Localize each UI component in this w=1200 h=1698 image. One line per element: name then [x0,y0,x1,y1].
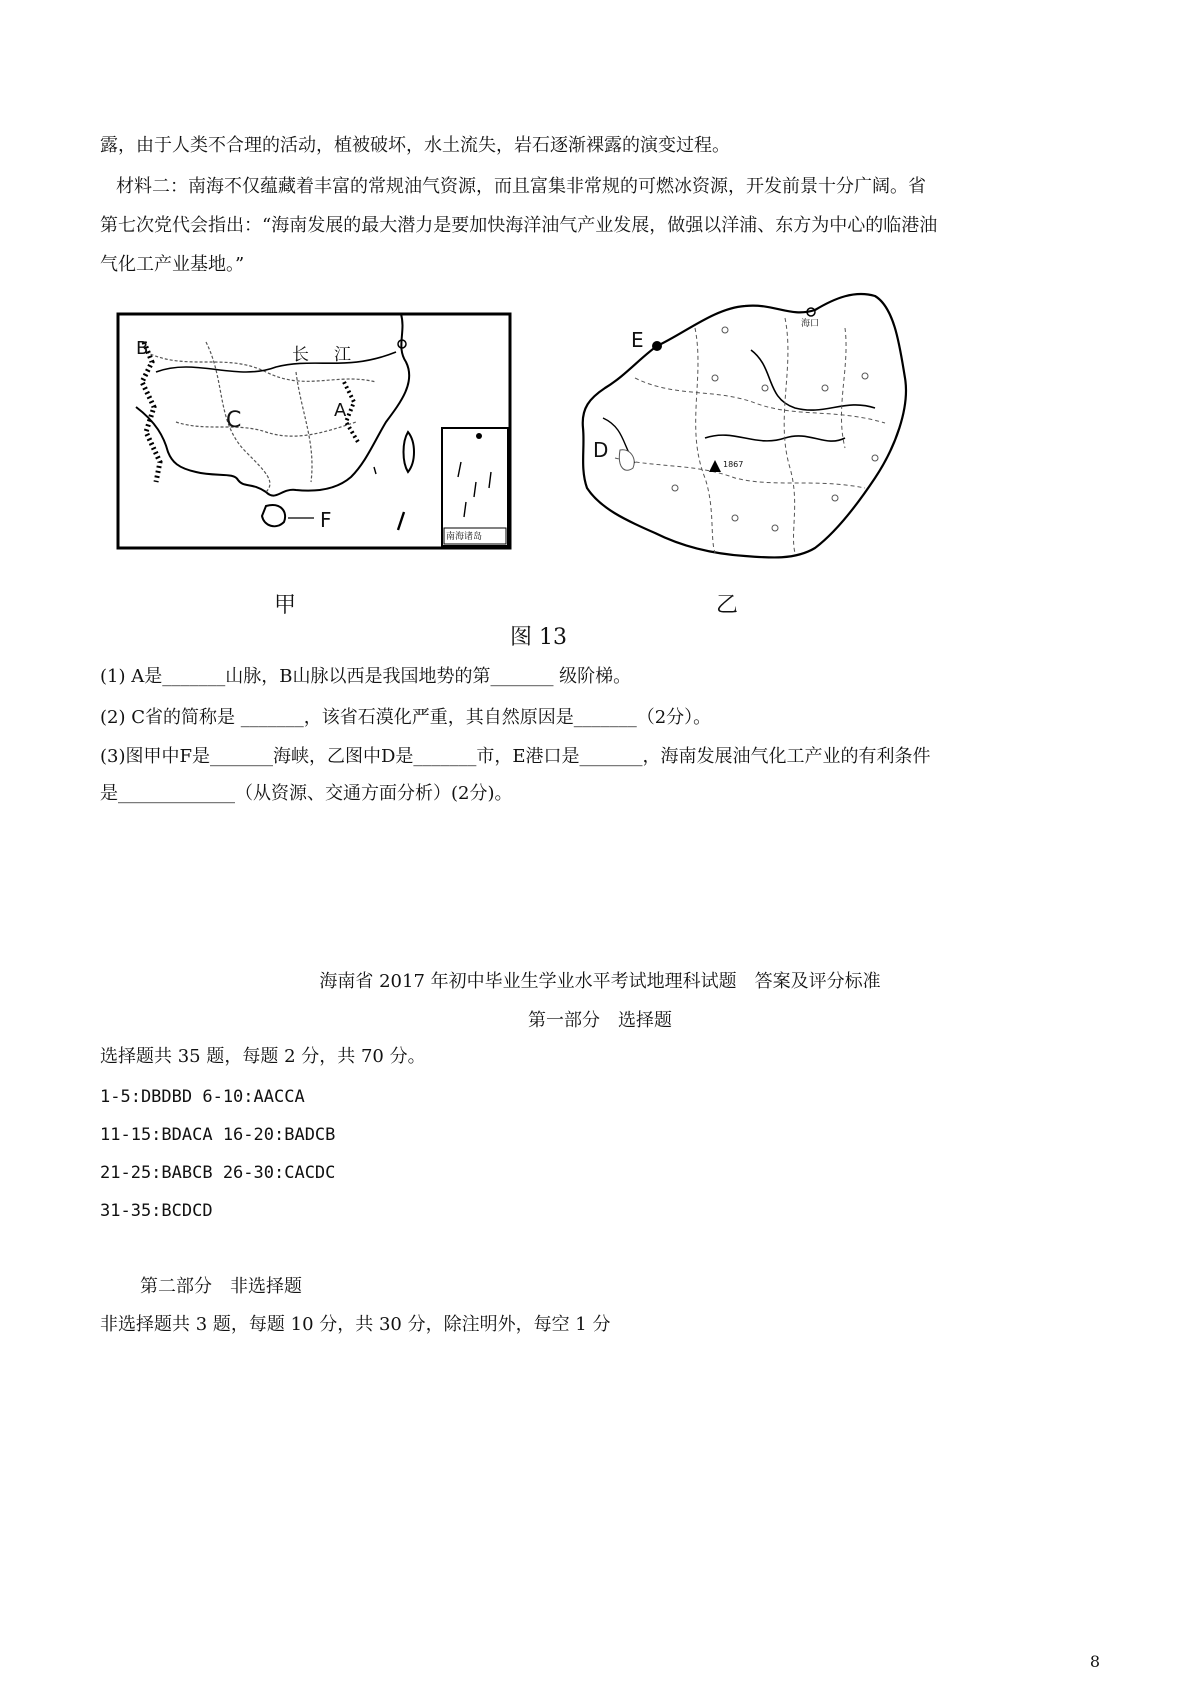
map-jia-mark-a: A [334,400,347,421]
passage-line-4: 气化工产业基地。” [100,254,245,275]
answer-row: 31-35:BCDCD [100,1201,213,1221]
answers-title: 海南省 2017 年初中毕业生学业水平考试地理科试题 答案及评分标准 [319,971,881,992]
map-yi [575,288,915,578]
question-3-line-1: (3)图甲中F是_______海峡，乙图中D是_______市，E港口是_______，海南发展油气化工产业的有利条件 [100,746,931,767]
map-yi-label: 乙 [716,593,739,618]
part2-description: 非选择题共 3 题，每题 10 分，共 30 分，除注明外，每空 1 分 [100,1314,611,1335]
part2-title: 第二部分 非选择题 [140,1276,302,1297]
figure-caption: 图 13 [510,625,567,650]
page-number: 8 [1089,1652,1100,1671]
answer-row: 1-5:DBDBD 6-10:AACCA [100,1087,305,1107]
passage-line-3: 第七次党代会指出：“海南发展的最大潜力是要加快海洋油气产业发展，做强以洋浦、东方为中心的临港油 [100,215,938,236]
answer-row: 11-15:BDACA 16-20:BADCB [100,1125,336,1145]
map-yi-mark-e: E [631,328,644,352]
map-jia-mark-chang: 长 [292,345,309,365]
question-1: (1) A是_______山脉，B山脉以西是我国地势的第_______ 级阶梯。 [100,666,632,687]
part1-title: 第一部分 选择题 [528,1010,672,1031]
map-jia-mark-f: F [320,508,332,532]
answer-row: 21-25:BABCB 26-30:CACDC [100,1163,336,1183]
map-jia-mark-jiang: 江 [334,345,351,365]
map-yi-mark-haikou: 海口 [801,319,820,329]
map-jia-inset-label: 南海诸岛 [446,532,483,542]
map-jia-label: 甲 [274,593,297,618]
question-2: (2) C省的简称是 _______，该省石漠化严重，其自然原因是_______（2分）。 [100,707,712,728]
map-jia-drawing [116,312,512,550]
map-yi-mark-d: D [593,438,609,462]
passage-line-1: 露，由于人类不合理的活动，植被破坏，水土流失，岩石逐渐裸露的演变过程。 [100,135,730,156]
question-3-line-2: 是_____________（从资源、交通方面分析）(2分)。 [100,783,513,804]
map-jia-mark-c: C [226,408,242,433]
map-yi-drawing [575,288,915,578]
passage-line-2: 材料二：南海不仅蕴藏着丰富的常规油气资源，而且富集非常规的可燃冰资源，开发前景十分广阔。省 [116,176,926,197]
part1-description: 选择题共 35 题，每题 2 分，共 70 分。 [100,1046,426,1067]
map-yi-mark-peak: 1867 [723,460,744,469]
map-jia [116,312,512,550]
map-jia-mark-b: B [136,338,149,359]
